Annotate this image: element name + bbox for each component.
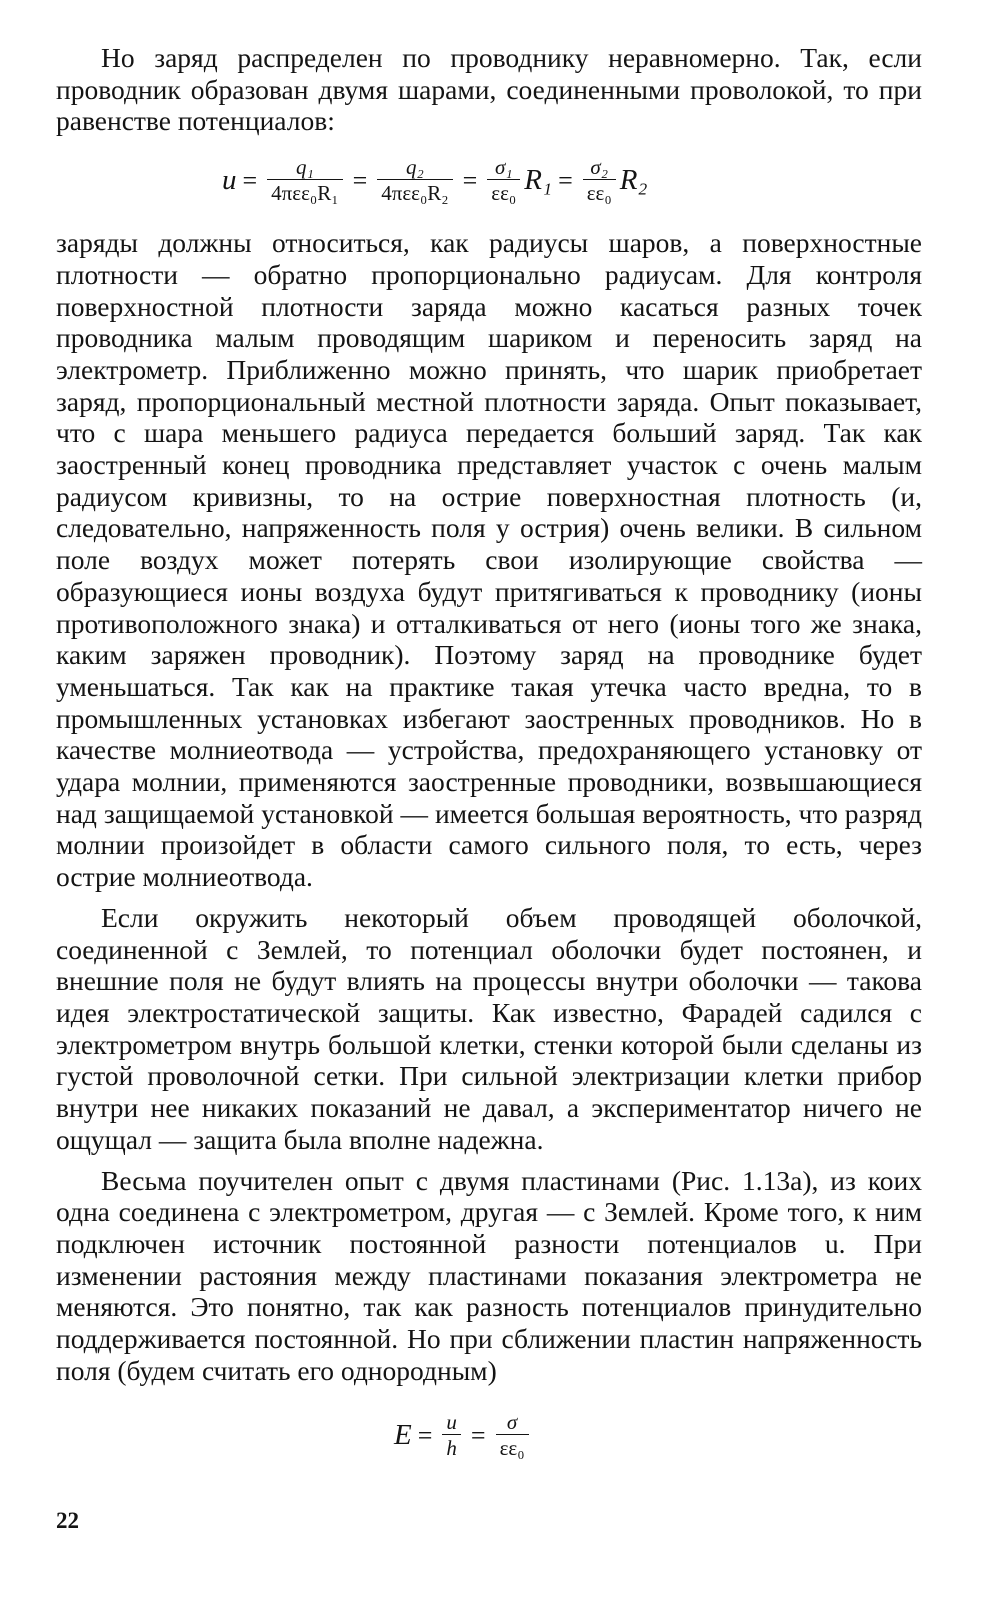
denominator-h: h <box>442 1434 461 1461</box>
fraction-sigma <box>496 1410 529 1461</box>
denominator-sigma1: εε₀ <box>487 179 520 206</box>
numerator-sigma2: σ₂ <box>590 155 609 180</box>
fraction-sigma2 <box>583 155 616 206</box>
fraction-u-h <box>442 1410 461 1461</box>
denominator-ee0: εε₀ <box>496 1434 529 1461</box>
fraction-q2 <box>377 155 452 206</box>
numerator-u: u <box>446 1410 457 1435</box>
fraction-sigma1 <box>487 155 520 206</box>
fraction-q1 <box>267 155 342 206</box>
formula-u: u <box>222 164 237 197</box>
formula-field-row <box>394 1410 533 1461</box>
formula-potential <box>56 137 922 227</box>
paragraph-1: Но заряд распределен по проводнику неравномерно. Так, если проводник образован двумя шарами, соединенными проволокой, то при равенстве потенциалов: <box>56 42 922 137</box>
equals-sign: = <box>352 165 368 195</box>
formula-potential-row <box>222 155 648 206</box>
numerator-sigma: σ <box>506 1410 518 1435</box>
equals-sign: = <box>242 165 258 195</box>
radius-r2: R₂ <box>619 164 648 197</box>
numerator-q2: q₂ <box>406 155 424 180</box>
radius-r1: R₁ <box>524 164 553 197</box>
equals-sign: = <box>470 1420 486 1450</box>
denominator-sigma2: εε₀ <box>583 179 616 206</box>
paragraph-4: Весьма поучителен опыт с двумя пластинами (Рис. 1.13а), из коих одна соединена с электрометром, другая — с Землей. Кроме того, к ним подключен источник постоянной разности потенциалов u. При изменении растояния между пластинами показания электрометра не меняются. Это понятно, так как разность потенциалов принудительно поддерживается постоянной. Но при сближении пластин напряженность поля (будем считать его однородным) <box>56 1164 922 1386</box>
page-number: 22 <box>56 1508 79 1533</box>
paragraph-2: заряды должны относиться, как радиусы шаров, а поверхностные плотности — обратно пропорционально радиусам. Для контроля поверхностной плотности заряда можно касаться разных точек проводника малым проводящим шариком и переносить заряд на электрометр. Приближенно можно принять, что шарик приобретает заряд, пропорциональный местной плотности заряда. Опыт показывает, что с шара меньшего радиуса передается больший заряд. Так как заостренный конец проводника представляет участок с очень малым радиусом кривизны, то на острие поверхностная плотность (и, следовательно, напряженность поля у острия) очень велики. В сильном поле воздух может потерять свои изолирующие свойства — образующиеся ионы воздуха будут притягиваться к проводнику (ионы противоположного знака) и отталкиваться от него (ионы того же знака, каким заряжен проводник). Поэтому заряд на проводнике будет уменьшаться. Так как на практике такая утечка часто вредна, то в промышленных установках избегают заостренных проводников. Но в качестве молниеотвода — устройства, предохраняющего установку от удара молнии, применяются заостренные проводники, возвышающиеся над защищаемой установкой — имеется большая вероятность, что разряд молнии произойдет в области самого сильного поля, то есть, через острие молниеотвода. <box>56 227 922 893</box>
denominator-q1: 4πεε₀R₁ <box>267 179 342 206</box>
equals-sign: = <box>417 1420 433 1450</box>
formula-e: E <box>394 1419 412 1452</box>
formula-field <box>56 1386 922 1486</box>
paragraph-3: Если окружить некоторый объем проводящей оболочкой, соединенной с Землей, то потенциал оболочки будет постоянен, и внешние поля не будут влиять на процессы внутри оболочки — такова идея электростатической защиты. Как известно, Фарадей садился с электрометром внутрь большой клетки, стенки которой были сделаны из густой проволочной сетки. При сильной электризации клетки прибор внутри нее никаких показаний не давал, а экспериментатор ничего не ощущал — защита была вполне надежна. <box>56 901 922 1155</box>
denominator-q2: 4πεε₀R₂ <box>377 179 452 206</box>
equals-sign: = <box>462 165 478 195</box>
numerator-q1: q₁ <box>295 155 314 180</box>
equals-sign: = <box>558 165 573 195</box>
numerator-sigma1: σ₁ <box>494 155 513 180</box>
page-body <box>56 42 922 1486</box>
